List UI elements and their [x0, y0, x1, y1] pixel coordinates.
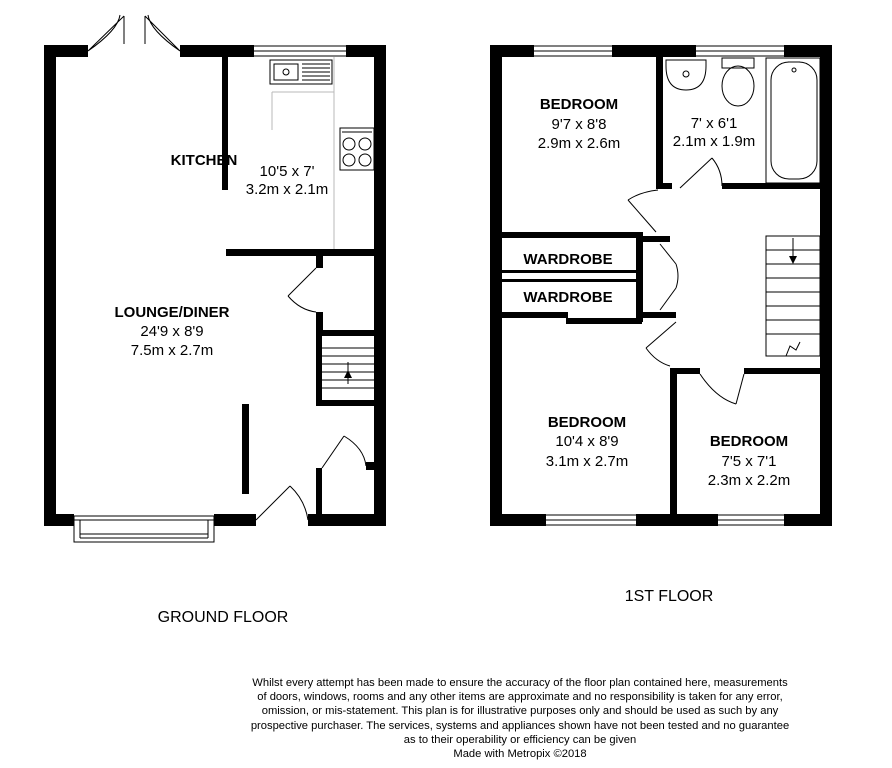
- bathroom-door: [680, 158, 722, 188]
- bedroom1-name: BEDROOM: [539, 96, 619, 113]
- bedroom2-imperial: 10'4 x 8'9: [555, 433, 619, 450]
- bedroom3-door: [700, 374, 744, 404]
- bedroom1-imperial: 9'7 x 8'8: [551, 116, 607, 133]
- bedroom3-wall-top-right: [744, 368, 826, 374]
- disclaimer: [210, 676, 830, 761]
- credit-line: Made with Metropix ©2018: [453, 748, 587, 761]
- kitchen-metric: 3.2m x 2.1m: [245, 181, 329, 198]
- first-window-top-left: [534, 46, 612, 56]
- disclaimer-line: omission, or mis-statement. This plan is for illustrative purposes only and should be used as such by any: [261, 705, 779, 718]
- first-floor-label: 1ST FLOOR: [624, 588, 714, 605]
- wardrobe-2-label: WARDROBE: [523, 289, 613, 306]
- bedroom3-wall-top-left: [670, 368, 700, 374]
- bedroom3-metric: 2.3m x 2.2m: [707, 472, 791, 489]
- kitchen-units: [270, 57, 374, 249]
- ground-floor-label: GROUND FLOOR: [157, 609, 289, 626]
- hall-door: [288, 268, 316, 312]
- front-door: [256, 486, 308, 520]
- bedroom2-wall-top-left: [502, 312, 568, 318]
- bedroom2-metric: 3.1m x 2.7m: [545, 453, 629, 470]
- ground-floor-plan: [44, 15, 386, 626]
- first-wall-top-mid: [612, 45, 696, 57]
- bedroom3-wall-left: [670, 368, 677, 520]
- bedroom2-name: BEDROOM: [547, 414, 627, 431]
- bedroom2-door: [646, 322, 676, 366]
- bedroom3-name: BEDROOM: [709, 433, 789, 450]
- bedroom1-door: [628, 190, 658, 232]
- toilet-icon: [722, 58, 754, 106]
- bathroom-wall-bottom-right: [722, 183, 826, 189]
- ground-wall-bottom-mid: [214, 514, 256, 526]
- bedroom3-imperial: 7'5 x 7'1: [721, 453, 777, 470]
- bedroom1-wall-bottom: [502, 232, 642, 238]
- understairs-bottom: [316, 400, 376, 406]
- kitchen-wall-left: [222, 57, 228, 190]
- first-floor-plan: [490, 45, 832, 605]
- first-wall-top-left: [490, 45, 534, 57]
- wardrobe-divider-2: [502, 279, 642, 282]
- wardrobe-wall-right: [636, 232, 643, 322]
- disclaimer-line: as to their operability or efficiency can be given: [403, 733, 637, 746]
- landing-wall-mid: [636, 312, 676, 318]
- cloak-door: [322, 436, 366, 468]
- kitchen-imperial: 10'5 x 7': [259, 163, 315, 180]
- sink-drainer: [302, 64, 330, 80]
- lounge-imperial: 24'9 x 8'9: [140, 323, 204, 340]
- ground-stairs-icon: [322, 348, 376, 388]
- ground-wall-left: [44, 45, 56, 526]
- lounge-hall-wall: [242, 404, 249, 494]
- understairs-top: [316, 330, 376, 336]
- ground-wall-top-mid: [180, 45, 254, 57]
- hall-wall-stub: [316, 256, 323, 268]
- hob-icon: [340, 128, 374, 170]
- first-wall-bottom-left: [490, 514, 546, 526]
- wardrobe-divider-1: [502, 270, 642, 273]
- kitchen-name: KITCHEN: [170, 152, 238, 169]
- bathroom-wall-bottom-left: [656, 183, 672, 189]
- kitchen-window: [254, 46, 346, 56]
- airing-cupboard-doors: [660, 244, 678, 310]
- bath-icon: [766, 58, 820, 183]
- bathroom-wall-left: [656, 57, 663, 189]
- first-window-bottom-left: [546, 515, 636, 525]
- landing-wall-top: [636, 236, 670, 242]
- ground-wall-right: [374, 45, 386, 526]
- disclaimer-line: of doors, windows, rooms and any other items are approximate and no responsibility is taken for any error,: [257, 691, 783, 704]
- ground-wall-top-left: [44, 45, 88, 57]
- ground-wall-bottom-left: [44, 514, 74, 526]
- bedroom2-wall-top-right: [566, 318, 642, 324]
- cloak-wall-stub: [366, 462, 376, 470]
- disclaimer-line: Whilst every attempt has been made to ensure the accuracy of the floor plan contained here, measurements: [252, 677, 788, 689]
- cloak-wall: [316, 468, 322, 518]
- first-window-top-right: [696, 46, 784, 56]
- bay-window: [74, 516, 214, 542]
- first-window-bottom-right: [718, 515, 784, 525]
- french-doors: [88, 15, 180, 51]
- bathroom-metric: 2.1m x 1.9m: [672, 133, 756, 150]
- first-wall-bottom-right: [784, 514, 832, 526]
- first-wall-right: [820, 45, 832, 526]
- kitchen-wall-bottom: [226, 249, 386, 256]
- bedroom1-metric: 2.9m x 2.6m: [537, 135, 621, 152]
- lounge-name: LOUNGE/DINER: [114, 304, 230, 321]
- first-wall-left: [490, 45, 502, 526]
- basin-icon: [666, 60, 706, 90]
- stair-wall: [316, 334, 322, 406]
- wardrobe-1-label: WARDROBE: [523, 251, 613, 268]
- disclaimer-line: prospective purchaser. The services, systems and appliances shown have not been tested and no guarantee: [250, 719, 790, 732]
- first-stairs-icon: [766, 236, 820, 356]
- lounge-metric: 7.5m x 2.7m: [130, 342, 214, 359]
- bathroom-imperial: 7' x 6'1: [690, 115, 738, 132]
